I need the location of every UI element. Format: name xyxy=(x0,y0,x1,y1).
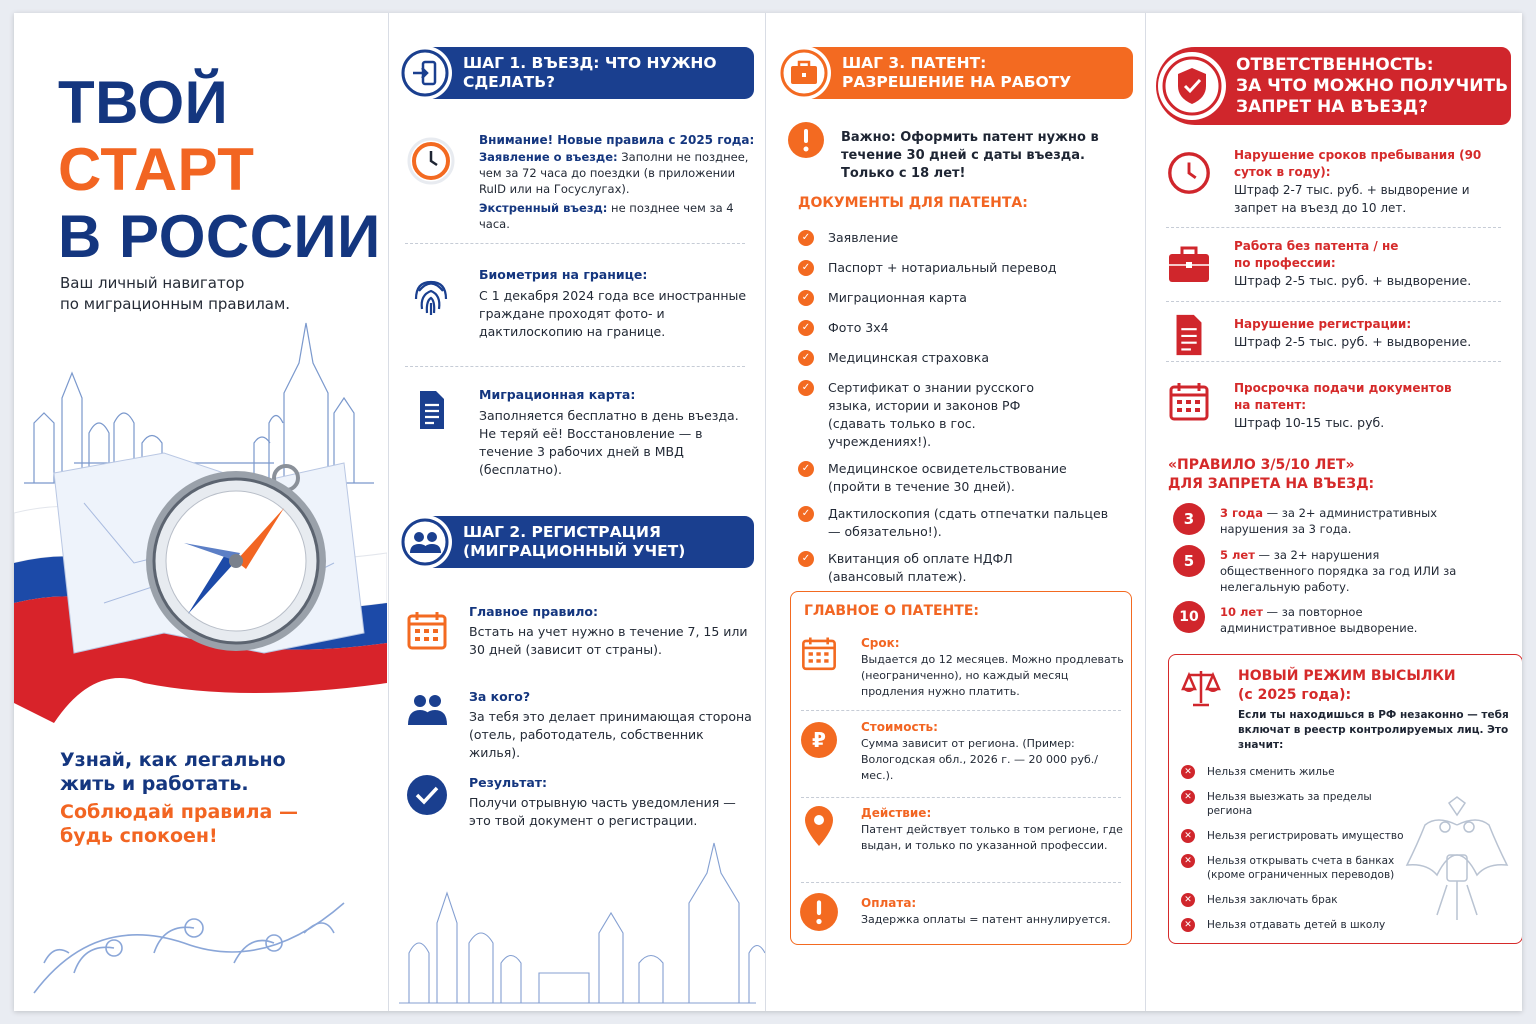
ban-text: Нельзя выезжать за пределы региона xyxy=(1207,791,1372,817)
x-icon: ✕ xyxy=(1181,765,1195,779)
v4-text: Штраф 10-15 тыс. руб. xyxy=(1234,415,1385,430)
doc-item xyxy=(798,289,1128,307)
card-text: Заполняется бесплатно в день въезда. Не теряй её! Восстановление — в течение 3 рабочих дней в МВД (бесплатно). xyxy=(479,408,739,477)
check-icon xyxy=(402,770,452,820)
doc-item xyxy=(798,349,1128,367)
steps-panel xyxy=(388,13,765,1011)
exclamation-icon xyxy=(786,120,826,160)
action-title: Действие: xyxy=(861,806,932,820)
doc-text: Дактилоскопия (сдать отпечатки пальцев — обязательно!). xyxy=(828,506,1109,539)
cost-title: Стоимость: xyxy=(861,720,938,734)
ban-text: Нельзя отдавать детей в школу xyxy=(1207,919,1386,931)
ban-text: Нельзя регистрировать имущество xyxy=(1207,830,1404,842)
urgent-label: Экстренный въезд: xyxy=(479,201,608,215)
calendar-icon xyxy=(402,606,452,656)
check-icon: ✓ xyxy=(798,506,814,522)
term-title: Срок: xyxy=(861,636,900,650)
rule-5-badge: 5 xyxy=(1173,545,1205,577)
divider xyxy=(405,366,745,367)
slogan1-line2: жить и работать. xyxy=(60,773,249,795)
scales-icon xyxy=(1177,663,1225,711)
check-icon: ✓ xyxy=(798,461,814,477)
x-icon: ✕ xyxy=(1181,893,1195,907)
cost-text: Сумма зависит от региона. (Пример: Вологодская обл., 2026 г. — 20 000 руб./мес.). xyxy=(861,737,1098,782)
regime-text: Если ты находишься в РФ незаконно — тебя включат в реестр контролируемых лиц. Это значит: xyxy=(1238,709,1509,751)
x-icon: ✕ xyxy=(1181,918,1195,932)
resp-title-line3: ЗАПРЕТ НА ВЪЕЗД? xyxy=(1236,96,1428,117)
pay-title: Оплата: xyxy=(861,896,917,910)
r3-text: — за 2+ административных нарушения за 3 года. xyxy=(1220,506,1438,536)
ruble-icon xyxy=(797,718,841,762)
step1-rules xyxy=(479,131,759,232)
regime-title-line2: (с 2025 года): xyxy=(1238,687,1352,703)
responsibility-banner xyxy=(1156,47,1511,125)
rule-text: Встать на учет нужно в течение 7, 15 или 30 дней (зависит от страны). xyxy=(469,624,748,657)
ban-text: Нельзя заключать брак xyxy=(1207,894,1338,906)
cover-subtitle-line1: Ваш личный навигатор xyxy=(60,274,245,292)
divider xyxy=(1166,301,1501,302)
action xyxy=(861,804,1126,854)
x-icon: ✕ xyxy=(1181,790,1195,804)
ban-item xyxy=(1181,854,1411,882)
doc-item xyxy=(798,259,1128,277)
check-icon: ✓ xyxy=(798,230,814,246)
divider xyxy=(801,797,1121,798)
check-icon: ✓ xyxy=(798,380,814,396)
ban-item xyxy=(1181,790,1411,818)
pay-text: Задержка оплаты = патент аннулируется. xyxy=(861,913,1111,926)
rule-title: Главное правило: xyxy=(469,604,598,619)
doc-item xyxy=(798,319,1128,337)
cover-title-line1: ТВОЙ xyxy=(58,69,229,136)
app-label: Заявление о въезде: xyxy=(479,150,618,164)
people-icon xyxy=(398,515,452,569)
rule-10-badge: 10 xyxy=(1173,601,1205,633)
who-registers xyxy=(469,688,754,762)
new-regime-box xyxy=(1168,654,1522,944)
doc-text: Миграционная карта xyxy=(828,290,967,305)
step3-title-line1: ШАГ 3. ПАТЕНТ: xyxy=(842,54,987,72)
result-title: Результат: xyxy=(469,775,548,790)
step2-title-line2: (МИГРАЦИОННЫЙ УЧЕТ) xyxy=(463,542,686,560)
location-icon xyxy=(797,804,841,848)
rule-10 xyxy=(1220,604,1460,636)
rule-5 xyxy=(1220,547,1460,595)
step1-title: ШАГ 1. ВЪЕЗД: ЧТО НУЖНО СДЕЛАТЬ? xyxy=(463,54,717,91)
violation-patent xyxy=(1234,238,1514,290)
v3-title: Нарушение регистрации: xyxy=(1234,317,1412,331)
document-icon xyxy=(1164,310,1214,360)
cover-title-line3: В РОССИИ xyxy=(58,203,381,270)
v1-title: Нарушение сроков пребывания (90 суток в году): xyxy=(1234,148,1482,179)
calendar-icon xyxy=(797,632,841,676)
cover-panel xyxy=(14,13,387,1011)
doc-item xyxy=(798,229,1128,247)
ban-item xyxy=(1181,829,1411,843)
doc-text: Квитанция об оплате НДФЛ (авансовый платеж). xyxy=(828,551,1013,584)
document-icon xyxy=(406,385,456,435)
svg-text:₽: ₽ xyxy=(812,728,826,752)
cost xyxy=(861,718,1126,784)
rule-3-5-10-title xyxy=(1168,456,1374,494)
x-icon: ✕ xyxy=(1181,829,1195,843)
doc-text: Фото 3х4 xyxy=(828,320,889,335)
entry-application xyxy=(479,149,759,197)
biometrics xyxy=(479,266,759,341)
step3-banner xyxy=(778,47,1133,99)
v4-title: Просрочка подачи документов на патент: xyxy=(1234,381,1452,412)
divider xyxy=(801,882,1121,883)
v2-title: Работа без патента / не по профессии: xyxy=(1234,239,1399,270)
urgent-entry xyxy=(479,200,759,232)
gzhel-ornament xyxy=(14,873,387,1011)
briefcase-icon xyxy=(1164,238,1214,288)
doc-item xyxy=(798,550,1038,586)
patent-panel xyxy=(765,13,1145,1011)
cover-slogan-1 xyxy=(60,748,286,796)
ban-item xyxy=(1181,893,1411,907)
slogan1-line1: Узнай, как легально xyxy=(60,749,286,771)
check-icon: ✓ xyxy=(798,260,814,276)
rule-title-line2: ДЛЯ ЗАПРЕТА НА ВЪЕЗД: xyxy=(1168,476,1375,492)
r3-label: 3 года xyxy=(1220,506,1263,520)
brochure-sheet xyxy=(14,13,1522,1011)
violation-registration xyxy=(1234,316,1514,351)
shield-icon xyxy=(1158,52,1226,120)
migration-card xyxy=(479,386,759,479)
action-text: Патент действует только в том регионе, где выдан, и только по указанной профессии. xyxy=(861,823,1123,852)
divider xyxy=(801,710,1121,711)
bans-list xyxy=(1181,765,1411,932)
term-text: Выдается до 12 месяцев. Можно продлевать (неограниченно), но каждый месяц продления нужно платить. xyxy=(861,653,1124,698)
card-title: Миграционная карта: xyxy=(479,387,636,402)
cover-subtitle-line2: по миграционным правилам. xyxy=(60,295,291,313)
result xyxy=(469,774,754,830)
fingerprint-icon xyxy=(406,271,456,321)
violation-stay xyxy=(1234,147,1514,217)
step1-banner xyxy=(399,47,754,99)
r5-text: — за 2+ нарушения общественного порядка за год ИЛИ за нелегальную работу. xyxy=(1220,548,1457,594)
cover-slogan-2 xyxy=(60,800,298,848)
resp-title-line2: ЗА ЧТО МОЖНО ПОЛУЧИТЬ xyxy=(1236,75,1509,96)
doc-item xyxy=(798,379,1068,451)
docs-title: ДОКУМЕНТЫ ДЛЯ ПАТЕНТА: xyxy=(798,195,1028,211)
briefcase-icon xyxy=(777,46,831,100)
rules-title: Внимание! Новые правила с 2025 года: xyxy=(479,133,755,147)
exclamation-icon xyxy=(797,890,841,934)
divider xyxy=(1166,361,1501,362)
ban-text: Нельзя сменить жилье xyxy=(1207,766,1335,778)
step2-banner xyxy=(399,516,754,568)
check-icon: ✓ xyxy=(798,350,814,366)
slogan2-line2: будь спокоен! xyxy=(60,825,218,847)
docs-list xyxy=(798,229,1128,586)
term xyxy=(861,634,1126,700)
doc-text: Медицинское освидетельствование (пройти в течение 30 дней). xyxy=(828,461,1067,494)
check-icon: ✓ xyxy=(798,290,814,306)
eagle-emblem-icon xyxy=(1397,795,1517,935)
slogan2-line1: Соблюдай правила — xyxy=(60,801,298,823)
v2-text: Штраф 2-5 тыс. руб. + выдворение. xyxy=(1234,273,1472,288)
doc-text: Медицинская страховка xyxy=(828,350,989,365)
patent-important: Важно: Оформить патент нужно в течение 30 дней с даты въезда. Только с 18 лет! xyxy=(841,130,1099,181)
enter-icon xyxy=(398,46,452,100)
doc-item xyxy=(798,505,1118,541)
result-text: Получи отрывную часть уведомления — это твой документ о регистрации. xyxy=(469,795,736,828)
clock-icon xyxy=(406,136,456,186)
app-text: Заполни не позднее, чем за 72 часа до поездки (в приложении RuID или на Госуслугах). xyxy=(479,150,749,196)
cover-illustration xyxy=(14,303,387,743)
ban-item xyxy=(1181,918,1411,932)
r10-label: 10 лет xyxy=(1220,605,1263,619)
divider xyxy=(405,243,745,244)
doc-text: Заявление xyxy=(828,230,899,245)
step3-title-line2: РАЗРЕШЕНИЕ НА РАБОТУ xyxy=(842,73,1072,91)
who-text: За тебя это делает принимающая сторона (отель, работодатель, собственник жилья). xyxy=(469,709,752,760)
ban-item xyxy=(1181,765,1411,779)
urgent-text: не позднее чем за 4 часа. xyxy=(479,201,734,231)
regime-title xyxy=(1238,667,1456,705)
who-title: За кого? xyxy=(469,689,531,704)
doc-item xyxy=(798,460,1068,496)
payment xyxy=(861,894,1126,928)
rule-3-badge: 3 xyxy=(1173,503,1205,535)
r10-text: — за повторное административное выдворение. xyxy=(1220,605,1418,635)
divider xyxy=(1166,227,1501,228)
regime-title-line1: НОВЫЙ РЕЖИМ ВЫСЫЛКИ xyxy=(1238,668,1456,684)
patent-main-box xyxy=(790,591,1132,945)
kremlin-sketch xyxy=(24,323,374,483)
main-title: ГЛАВНОЕ О ПАТЕНТЕ: xyxy=(804,603,979,619)
v3-text: Штраф 2-5 тыс. руб. + выдворение. xyxy=(1234,334,1472,349)
r5-label: 5 лет xyxy=(1220,548,1255,562)
cover-title-line2: СТАРТ xyxy=(58,136,255,203)
check-icon: ✓ xyxy=(798,320,814,336)
doc-text: Паспорт + нотариальный перевод xyxy=(828,260,1057,275)
doc-text: Сертификат о знании русского языка, истории и законов РФ (сдавать только в гос. учреждениях!). xyxy=(828,380,1035,449)
violation-late-documents xyxy=(1234,380,1464,432)
check-icon: ✓ xyxy=(798,551,814,567)
v1-text: Штраф 2-7 тыс. руб. + выдворение и запрет на въезд до 10 лет. xyxy=(1234,183,1470,215)
bio-title: Биометрия на границе: xyxy=(479,267,648,282)
people-icon xyxy=(402,685,452,735)
clock-icon xyxy=(1164,148,1214,198)
ban-text: Нельзя открывать счета в банках (кроме ограниченных переводов) xyxy=(1207,855,1395,881)
rule-3 xyxy=(1220,505,1450,537)
responsibility-panel xyxy=(1145,13,1522,1011)
step2-title-line1: ШАГ 2. РЕГИСТРАЦИЯ xyxy=(463,523,661,541)
bio-text: С 1 декабря 2024 года все иностранные граждане проходят фото- и дактилоскопию на границе. xyxy=(479,288,747,339)
x-icon: ✕ xyxy=(1181,854,1195,868)
rule-title-line1: «ПРАВИЛО 3/5/10 ЛЕТ» xyxy=(1168,457,1355,473)
resp-title-line1: ОТВЕТСТВЕННОСТЬ: xyxy=(1236,54,1434,75)
calendar-icon xyxy=(1164,377,1214,427)
main-rule xyxy=(469,603,754,659)
city-sketch xyxy=(389,833,765,1011)
